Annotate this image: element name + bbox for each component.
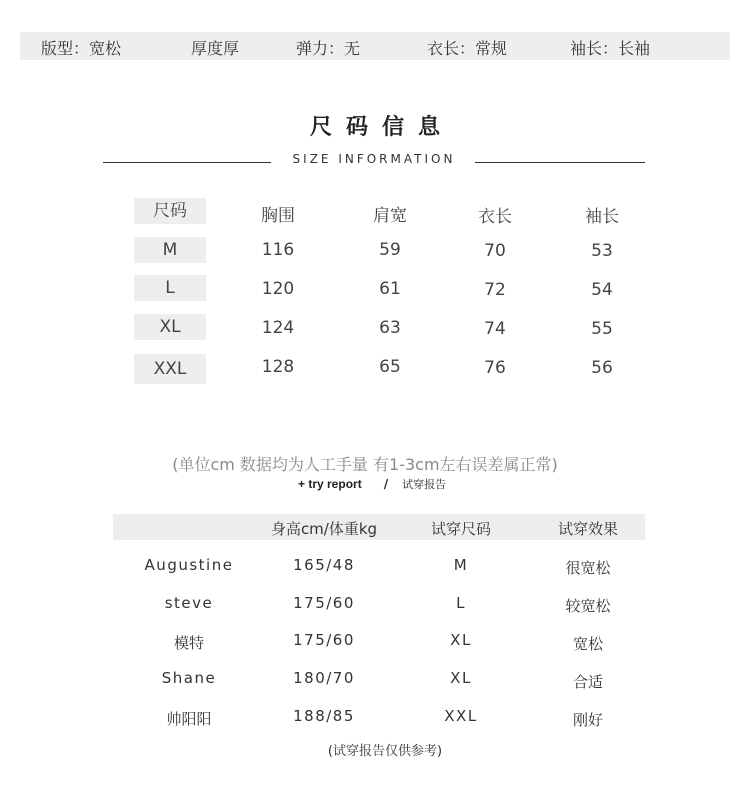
attr-length: 衣长：常规 (427, 39, 508, 58)
size-header-shoulder: 肩宽 (373, 206, 407, 226)
size-label: L (134, 275, 206, 301)
try-size: XXL (444, 707, 478, 725)
try-person: 模特 (173, 634, 204, 652)
try-report-heading (298, 476, 446, 492)
try-height-weight: 188/85 (293, 707, 355, 725)
size-value: 116 (261, 240, 295, 260)
footnote: (试穿报告仅供参考) (327, 744, 443, 759)
try-size: M (453, 556, 469, 574)
size-value: 65 (379, 357, 401, 377)
size-label: XL (134, 314, 206, 340)
size-value: 55 (591, 319, 613, 339)
size-label: XXL (134, 354, 206, 384)
try-person: steve (164, 594, 214, 612)
attr-thickness: 厚度厚 (191, 39, 240, 58)
divider-right (475, 162, 645, 163)
size-value: 63 (379, 318, 401, 338)
size-value: 72 (484, 280, 506, 300)
try-header-effect: 试穿效果 (557, 520, 618, 538)
try-size: XL (450, 669, 472, 687)
size-value: 59 (379, 240, 401, 260)
subtitle-row (103, 152, 645, 172)
try-height-weight: 175/60 (293, 594, 355, 612)
try-size: XL (450, 631, 472, 649)
measurement-note: (单位cm 数据均为人工手量 有1-3cm左右误差属正常) (172, 455, 558, 474)
attr-fit: 版型：宽松 (41, 39, 122, 58)
attribute-bar (20, 32, 730, 60)
size-value: 54 (591, 280, 613, 300)
try-header-height-weight: 身高cm/体重kg (270, 520, 378, 538)
size-value: 70 (484, 241, 506, 261)
try-person: 帅阳阳 (166, 710, 212, 728)
try-report-label-en: + try report (298, 477, 362, 491)
try-report-separator: / (383, 477, 389, 491)
page-title: 尺码信息 (309, 115, 454, 140)
try-effect: 刚好 (572, 711, 603, 729)
size-value: 56 (591, 358, 613, 378)
size-value: 61 (379, 279, 401, 299)
try-height-weight: 180/70 (293, 669, 355, 687)
try-report-label-cn: 试穿报告 (402, 478, 447, 491)
size-value: 74 (484, 319, 506, 339)
size-header-length: 衣长 (478, 207, 512, 227)
try-person: Shane (161, 669, 217, 687)
size-value: 128 (261, 357, 295, 377)
size-header-sleeve: 袖长 (585, 207, 619, 227)
try-header-size: 试穿尺码 (430, 520, 491, 538)
size-label: M (134, 237, 206, 263)
size-header-label: 尺码 (134, 198, 206, 224)
attr-elasticity: 弹力：无 (296, 39, 361, 58)
size-header-chest: 胸围 (261, 206, 295, 226)
try-effect: 合适 (572, 673, 603, 691)
try-size: L (456, 594, 466, 612)
try-person: Augustine (144, 556, 234, 574)
try-effect: 较宽松 (565, 597, 611, 615)
subtitle: SIZE INFORMATION (292, 152, 456, 166)
try-effect: 宽松 (572, 635, 603, 653)
try-effect: 很宽松 (565, 559, 611, 577)
try-height-weight: 165/48 (293, 556, 355, 574)
size-value: 124 (261, 318, 295, 338)
size-value: 76 (484, 358, 506, 378)
size-value: 53 (591, 241, 613, 261)
attr-sleeve: 袖长：长袖 (570, 39, 651, 58)
try-height-weight: 175/60 (293, 631, 355, 649)
size-value: 120 (261, 279, 295, 299)
